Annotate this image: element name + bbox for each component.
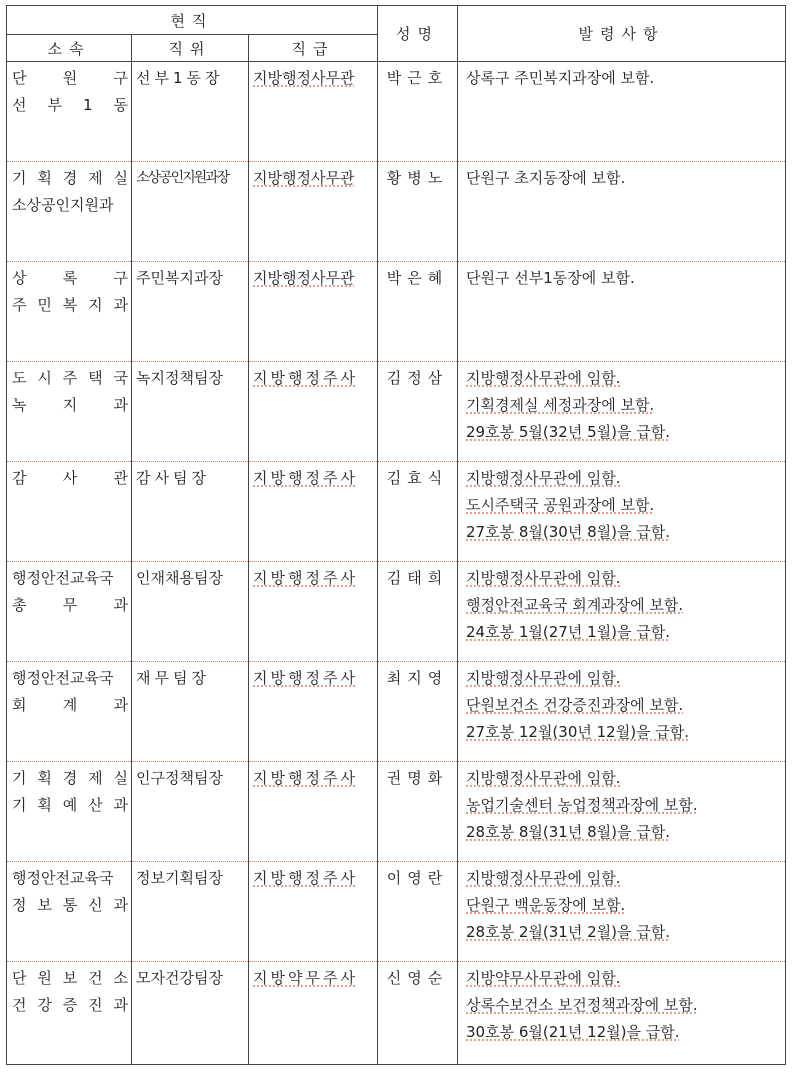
cell-name [378, 962, 458, 1065]
cell-department [7, 262, 132, 362]
table-row [7, 362, 786, 462]
grade-text: 지방행정사무관 [253, 69, 355, 87]
header-position: 직위 [132, 35, 249, 62]
order-line: 지방행정사무관에 임함. [466, 769, 621, 787]
position-text: 재무팀장 [136, 669, 210, 687]
cell-position [132, 662, 249, 762]
cell-order [458, 762, 786, 862]
order-line: 29호봉 5월(32년 5월)을 급함. [466, 423, 670, 441]
cell-department [7, 662, 132, 762]
cell-name [378, 362, 458, 462]
cell-name [378, 862, 458, 962]
cell-department [7, 362, 132, 462]
department-line: 감 사 관 [12, 469, 128, 487]
table-row [7, 962, 786, 1065]
order-line: 지방행정사무관에 임함. [466, 669, 621, 687]
grade-text: 지방행정주사 [253, 769, 358, 787]
order-line: 지방약무사무관에 임함. [466, 969, 621, 987]
order-line: 행정안전교육국 회계과장에 보함. [466, 596, 684, 614]
cell-order [458, 862, 786, 962]
table-row [7, 262, 786, 362]
cell-grade [249, 762, 378, 862]
department-line: 소상공인지원과 [12, 196, 114, 214]
table-row [7, 662, 786, 762]
order-line: 단원구 초지동장에 보함. [466, 169, 626, 187]
order-line: 28호봉 2월(31년 2월)을 급함. [466, 923, 670, 941]
cell-name [378, 562, 458, 662]
department-line: 기 획 경 제 실 [12, 169, 128, 187]
order-line: 24호봉 1월(27년 1월)을 급함. [466, 623, 670, 641]
table-row [7, 462, 786, 562]
department-line: 단 원 구 [12, 69, 128, 87]
department-line: 녹 지 과 [12, 396, 128, 414]
grade-text: 지방약무주사 [253, 969, 358, 987]
order-line: 기획경제실 세정과장에 보함. [466, 396, 655, 414]
cell-department [7, 62, 132, 162]
grade-text: 지방행정주사 [253, 469, 358, 487]
order-line: 지방행정사무관에 임함. [466, 569, 621, 587]
cell-grade [249, 862, 378, 962]
cell-name [378, 262, 458, 362]
cell-name [378, 62, 458, 162]
department-line: 행정안전교육국 [12, 869, 114, 887]
person-name: 박은혜 [386, 269, 449, 287]
table-row [7, 162, 786, 262]
order-line: 지방행정사무관에 임함. [466, 369, 621, 387]
department-line: 회 계 과 [12, 696, 128, 714]
department-line: 행정안전교육국 [12, 669, 114, 687]
header-name: 성명 [378, 6, 458, 62]
cell-grade [249, 162, 378, 262]
cell-department [7, 462, 132, 562]
cell-order [458, 562, 786, 662]
cell-position [132, 862, 249, 962]
cell-order [458, 462, 786, 562]
department-line: 상 록 구 [12, 269, 128, 287]
cell-order [458, 262, 786, 362]
order-line: 도시주택국 공원과장에 보함. [466, 496, 655, 514]
cell-position [132, 962, 249, 1065]
order-line: 27호봉 8월(30년 8월)을 급함. [466, 523, 670, 541]
cell-grade [249, 962, 378, 1065]
personnel-order-table [6, 5, 786, 1065]
table-row [7, 562, 786, 662]
cell-position [132, 162, 249, 262]
cell-order [458, 962, 786, 1065]
cell-position [132, 262, 249, 362]
header-department: 소속 [7, 35, 132, 62]
position-text: 주민복지과장 [136, 269, 223, 287]
grade-text: 지방행정주사 [253, 869, 358, 887]
department-line: 행정안전교육국 [12, 569, 114, 587]
cell-order [458, 362, 786, 462]
cell-grade [249, 562, 378, 662]
grade-text: 지방행정사무관 [253, 269, 355, 287]
cell-position [132, 562, 249, 662]
grade-text: 지방행정주사 [253, 369, 358, 387]
position-text: 선부1동장 [136, 69, 224, 87]
cell-position [132, 762, 249, 862]
table-row [7, 62, 786, 162]
cell-position [132, 462, 249, 562]
order-line: 27호봉 12월(30년 12월)을 급함. [466, 723, 690, 741]
person-name: 박근호 [386, 69, 449, 87]
cell-position [132, 362, 249, 462]
position-text: 녹지정책팀장 [136, 369, 223, 387]
person-name: 권명화 [386, 769, 449, 787]
department-line: 총 무 과 [12, 596, 128, 614]
header-grade: 직급 [249, 35, 378, 62]
cell-grade [249, 262, 378, 362]
cell-department [7, 862, 132, 962]
position-text: 모자건강팀장 [136, 969, 223, 987]
order-line: 상록구 주민복지과장에 보함. [466, 69, 655, 87]
position-text: 감사팀장 [136, 469, 210, 487]
order-line: 단원구 백운동장에 보함. [466, 896, 626, 914]
cell-grade [249, 662, 378, 762]
order-line: 단원구 선부1동장에 보함. [466, 269, 635, 287]
table-body [7, 62, 786, 1065]
header-order: 발령사항 [458, 6, 786, 62]
department-line: 단 원 보 건 소 [12, 969, 128, 987]
order-line: 농업기술센터 농업정책과장에 보함. [466, 796, 698, 814]
person-name: 최지영 [386, 669, 449, 687]
header-current-position: 현직 [7, 6, 378, 35]
position-text: 정보기획팀장 [136, 869, 223, 887]
cell-department [7, 562, 132, 662]
position-text: 인재채용팀장 [136, 569, 223, 587]
department-line: 건 강 증 진 과 [12, 996, 128, 1014]
cell-grade [249, 362, 378, 462]
order-line: 28호봉 8월(31년 8월)을 급함. [466, 823, 670, 841]
order-line: 상록수보건소 보건정책과장에 보함. [466, 996, 698, 1014]
person-name: 김태희 [386, 569, 449, 587]
cell-department [7, 762, 132, 862]
table-row [7, 762, 786, 862]
cell-name [378, 162, 458, 262]
order-line: 단원보건소 건강증진과장에 보함. [466, 696, 684, 714]
cell-order [458, 62, 786, 162]
grade-text: 지방행정주사 [253, 569, 358, 587]
cell-name [378, 762, 458, 862]
person-name: 황병노 [386, 169, 449, 187]
cell-order [458, 662, 786, 762]
order-line: 30호봉 6월(21년 12월)을 급함. [466, 1023, 680, 1041]
department-line: 주 민 복 지 과 [12, 296, 128, 314]
person-name: 신영순 [386, 969, 449, 987]
department-line: 기 획 예 산 과 [12, 796, 128, 814]
person-name: 김효식 [386, 469, 449, 487]
department-line: 기 획 경 제 실 [12, 769, 128, 787]
cell-name [378, 462, 458, 562]
department-line: 선 부 1 동 [12, 96, 128, 114]
cell-grade [249, 462, 378, 562]
person-name: 김정삼 [386, 369, 449, 387]
cell-department [7, 962, 132, 1065]
position-text: 소상공인지원과장 [136, 170, 229, 186]
table-row [7, 862, 786, 962]
order-line: 지방행정사무관에 임함. [466, 469, 621, 487]
person-name: 이영란 [386, 869, 449, 887]
cell-position [132, 62, 249, 162]
cell-name [378, 662, 458, 762]
cell-order [458, 162, 786, 262]
order-line: 지방행정사무관에 임함. [466, 869, 621, 887]
cell-department [7, 162, 132, 262]
department-line: 정 보 통 신 과 [12, 896, 128, 914]
grade-text: 지방행정주사 [253, 669, 358, 687]
cell-grade [249, 62, 378, 162]
grade-text: 지방행정사무관 [253, 169, 355, 187]
position-text: 인구정책팀장 [136, 769, 223, 787]
department-line: 도 시 주 택 국 [12, 369, 128, 387]
